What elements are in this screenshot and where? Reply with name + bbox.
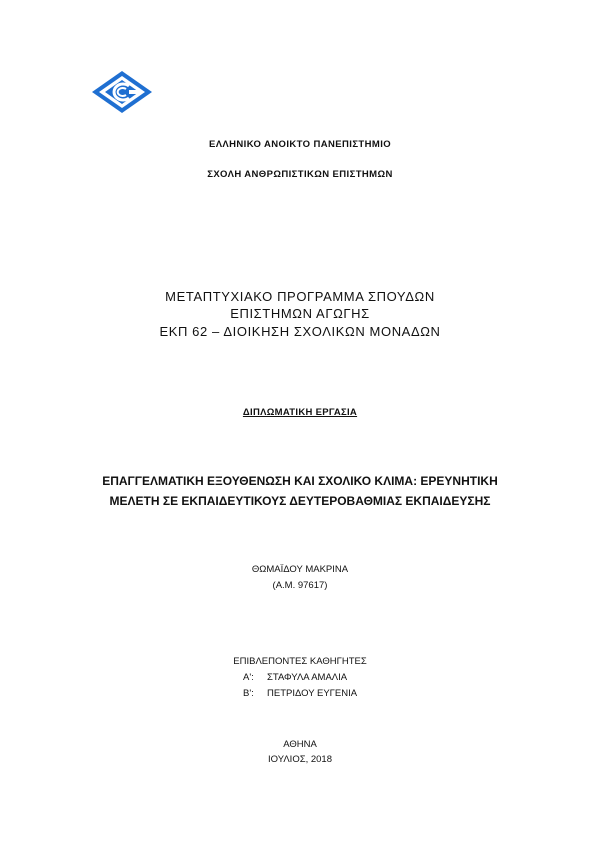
- university-name: ΕΛΛΗΝΙΚΟ ΑΝΟΙΚΤΟ ΠΑΝΕΠΙΣΤΗΜΙΟ: [208, 139, 392, 150]
- thesis-type: ΔΙΠΛΩΜΑΤΙΚΗ ΕΡΓΑΣΙΑ: [242, 407, 358, 418]
- supervisor-label: Α':: [243, 672, 254, 683]
- supervisor-name: ΣΤΑΦΥΛΑ ΑΜΑΛΙΑ: [267, 672, 348, 683]
- thesis-title-line-2: ΜΕΛΕΤΗ ΣΕ ΕΚΠΑΙΔΕΥΤΙΚΟΥΣ ΔΕΥΤΕΡΟΒΑΘΜΙΑΣ ΕΚΠΑΙΔΕΥΣΗΣ: [109, 494, 491, 508]
- school-name: ΣΧΟΛΗ ΑΝΘΡΩΠΙΣΤΙΚΩΝ ΕΠΙΣΤΗΜΩΝ: [207, 169, 393, 180]
- supervisor-row: [243, 688, 357, 699]
- author-registration-number: (Α.Μ. 97617): [272, 580, 328, 591]
- program-line-2: ΕΠΙΣΤΗΜΩΝ ΑΓΩΓΗΣ: [230, 306, 370, 321]
- supervisor-row: [243, 672, 347, 683]
- date: ΙΟΥΛΙΟΣ, 2018: [267, 754, 332, 765]
- place: ΑΘΗΝΑ: [283, 739, 317, 750]
- supervisor-label: Β':: [243, 688, 254, 699]
- program-line-1: ΜΕΤΑΠΤΥΧΙΑΚΟ ΠΡΟΓΡΑΜΜΑ ΣΠΟΥΔΩΝ: [165, 289, 435, 304]
- university-logo-icon: [91, 70, 153, 114]
- supervisors-heading: ΕΠΙΒΛΕΠΟΝΤΕΣ ΚΑΘΗΓΗΤΕΣ: [233, 656, 367, 667]
- thesis-title-line-1: ΕΠΑΓΓΕΛΜΑΤΙΚΗ ΕΞΟΥΘΕΝΩΣΗ ΚΑΙ ΣΧΟΛΙΚΟ ΚΛΙΜΑ: ΕΡΕΥΝΗΤΙΚΗ: [102, 474, 498, 488]
- supervisor-name: ΠΕΤΡΙΔΟΥ ΕΥΓΕΝΙΑ: [267, 688, 358, 699]
- author-name: ΘΩΜΑΪΔΟΥ ΜΑΚΡΙΝΑ: [251, 564, 349, 575]
- program-line-3: ΕΚΠ 62 – ΔΙΟΙΚΗΣΗ ΣΧΟΛΙΚΩΝ ΜΟΝΑΔΩΝ: [159, 324, 441, 339]
